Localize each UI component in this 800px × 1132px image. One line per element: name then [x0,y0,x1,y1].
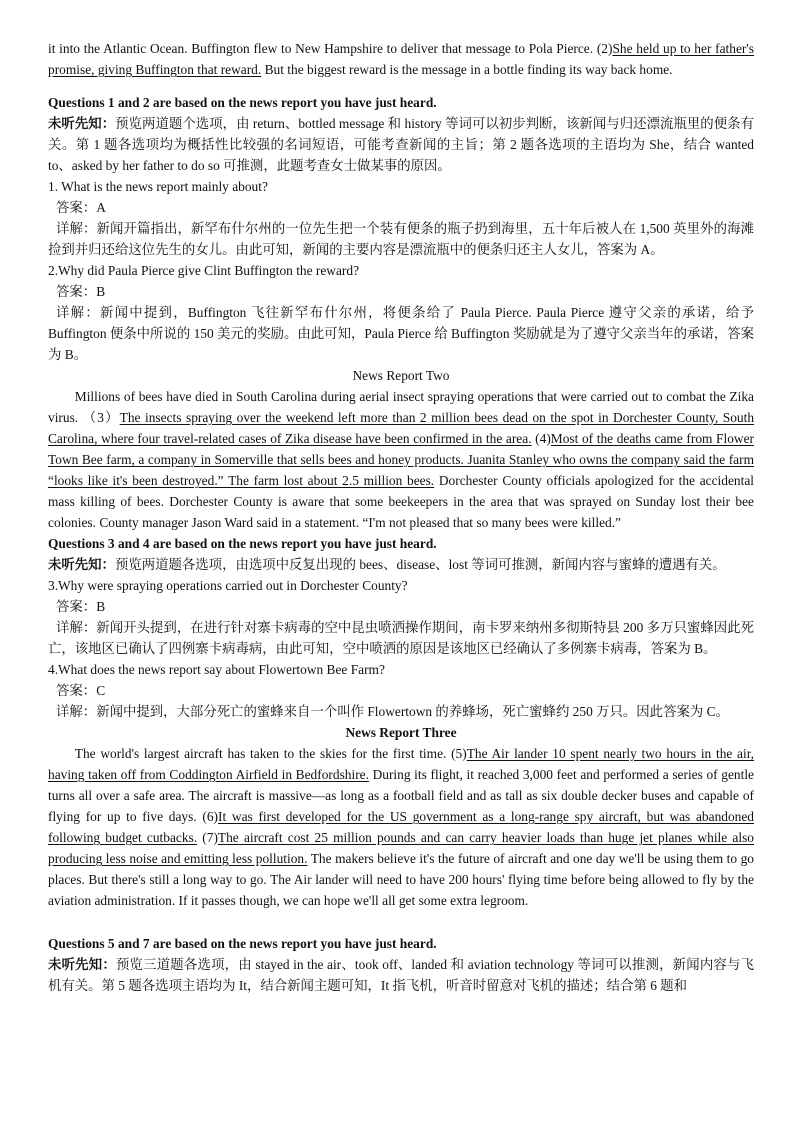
answer-5-underlined-sentence: The Air lander 10 spent nearly two hours in the air, having taken off from Coddington Airfield in Bedfordshire. [48,746,754,782]
report-two-text-3: Dorchester County officials apologized for the accidental mass killing of bees. Dorchester County is aware that some beekeepers in the area that was sprayed on Sunday lost their bee colonies. County manager Jason Ward said in a statement. “I'm not pleased that so many bees were killed.” [48,473,754,530]
report-three-text-1: The world's largest aircraft has taken to the skies for the first time. (5) [74,746,467,761]
detail-4: 详解：新闻中提到，大部分死亡的蜜蜂来自一个叫作 Flowertown 的养蜂场，死亡蜜蜂约 250 万只。因此答案为 C。 [56,704,729,719]
preview-text: 预览两道题个选项，由 return、bottled message 和 history 等词可以初步判断，该新闻与归还漂流瓶里的便条有关。第 1 题各选项均为概括性比较强的名词短语，可能考查新闻的主旨；第 2 题各选项的主语均为 She，结合 wanted to、asked by her father to do so 可推测，此题考查女士做某事的原因。 [48,116,754,173]
detail-1: 详解：新闻开篇指出，新罕布什尔州的一位先生把一个装有便条的瓶子扔到海里，五十年后被人在 1,500 英里外的海滩捡到并归还给这位先生的女儿。由此可知，新闻的主要内容是漂流瓶中的便条归还主人女儿，答案为 A。 [48,221,754,257]
report-two-body [48,386,754,533]
question-4: 4.What does the news report say about Flowertown Bee Farm? [48,662,385,677]
report-three-body [48,743,754,911]
answer-4: 答案：C [56,683,106,698]
report-three-title: News Report Three [345,725,457,740]
q57-preview [48,954,754,996]
answer-3-underlined-sentence: The insects spraying over the weekend left more than 2 million bees dead on the spot in Dorchester County, South Carolina, where four travel-related cases of Zika disease have been confirmed in the area. [48,410,755,446]
report-one-ending [48,38,754,80]
report-three-text-4: The makers believe it's the future of aircraft and one day we'll be using them to go places. But there's still a long way to go. The Air lander will need to have 200 hours' flying time before being allowed to fly by the aviation administration. If it passes though, we can hope we'll all get some extra legroom. [48,851,754,908]
detail-2: 详解：新闻中提到，Buffington 飞往新罕布什尔州，将便条给了 Paula Pierce. Paula Pierce 遵守父亲的承诺，给予 Buffington 便条中所说的 150 美元的奖励。由此可知，Paula Pierce 给 Buffington 奖励就是为了遵守父亲当年的承诺，答案为 B。 [48,305,754,362]
report-one-text: it into the Atlantic Ocean. Buffington flew to New Hampshire to deliver that message to Pola Pierce. (2) [48,41,613,56]
report-three-text-2: During its flight, it reached 3,000 feet and performed a series of gentle turns all over a safe area. The aircraft is massive—as long as a football field and as tall as six double decker buses and capable of flying for up to five days. (6) [48,767,754,824]
question-2: 2.Why did Paula Pierce give Clint Buffington the reward? [48,263,360,278]
report-two-title: News Report Two [352,368,450,383]
preview-label: 未听先知： [48,116,116,131]
detail-3: 详解：新闻开头提到，在进行针对寨卡病毒的空中昆虫喷洒操作期间，南卡罗来纳州多彻斯特县 200 多万只蜜蜂因此死亡，该地区已确认了四例寨卡病毒病，由此可知，空中喷洒的原因是该地区已经确认了多例寨卡病毒，答案为 B。 [48,620,754,656]
preview-label: 未听先知： [48,557,115,572]
preview-text: 预览三道题各选项，由 stayed in the air、took off、landed 和 aviation technology 等词可以推测，新闻内容与飞机有关。第 5 题各选项主语均为 It，结合新闻主题可知，It 指飞机，听音时留意对飞机的描述；结合第 6 题和 [48,957,754,993]
answer-7-underlined-sentence: The aircraft cost 25 million pounds and can carry heavier loads than huge jet planes while also producing less noise and emitting less pollution. [48,830,754,866]
answer-1: 答案：A [56,200,106,215]
answer-2-underlined-sentence: She held up to her father's promise, giving Buffington that reward. [48,41,754,77]
answer-4-underlined-sentence: Most of the deaths came from Flower Town Bee farm, a company in Somerville that sells bees and honey products. Juanita Stanley who owns the company said the farm “looks like it's been destroyed.” The farm lost about 2.5 million bees. [48,431,754,488]
preview-text: 预览两道题各选项，由选项中反复出现的 bees、disease、lost 等词可推测，新闻内容与蜜蜂的遭遇有关。 [114,557,726,572]
report-one-text-end: But the biggest reward is the message in a bottle finding its way back home. [261,62,673,77]
report-two-text-1: Millions of bees have died in South Carolina during aerial insect spraying operations that were carried out to combat the Zika virus. （3） [48,389,754,425]
answer-2: 答案：B [56,284,106,299]
preview-label: 未听先知： [48,957,116,972]
answer-6-underlined-sentence: It was first developed for the US government as a long-range spy aircraft, but was abandoned following budget cutbacks. [48,809,754,845]
q12-heading: Questions 1 and 2 are based on the news report you have just heard. [48,95,437,110]
q57-heading: Questions 5 and 7 are based on the news report you have just heard. [48,936,437,951]
question-3: 3.Why were spraying operations carried out in Dorchester County? [48,578,408,593]
report-three-text-3: (7) [197,830,218,845]
q34-heading: Questions 3 and 4 are based on the news report you have just heard. [48,536,437,551]
answer-3: 答案：B [56,599,106,614]
q34-preview [48,554,754,575]
question-1: 1. What is the news report mainly about? [48,179,268,194]
report-two-text-2: (4) [531,431,551,446]
q12-preview [48,113,754,176]
